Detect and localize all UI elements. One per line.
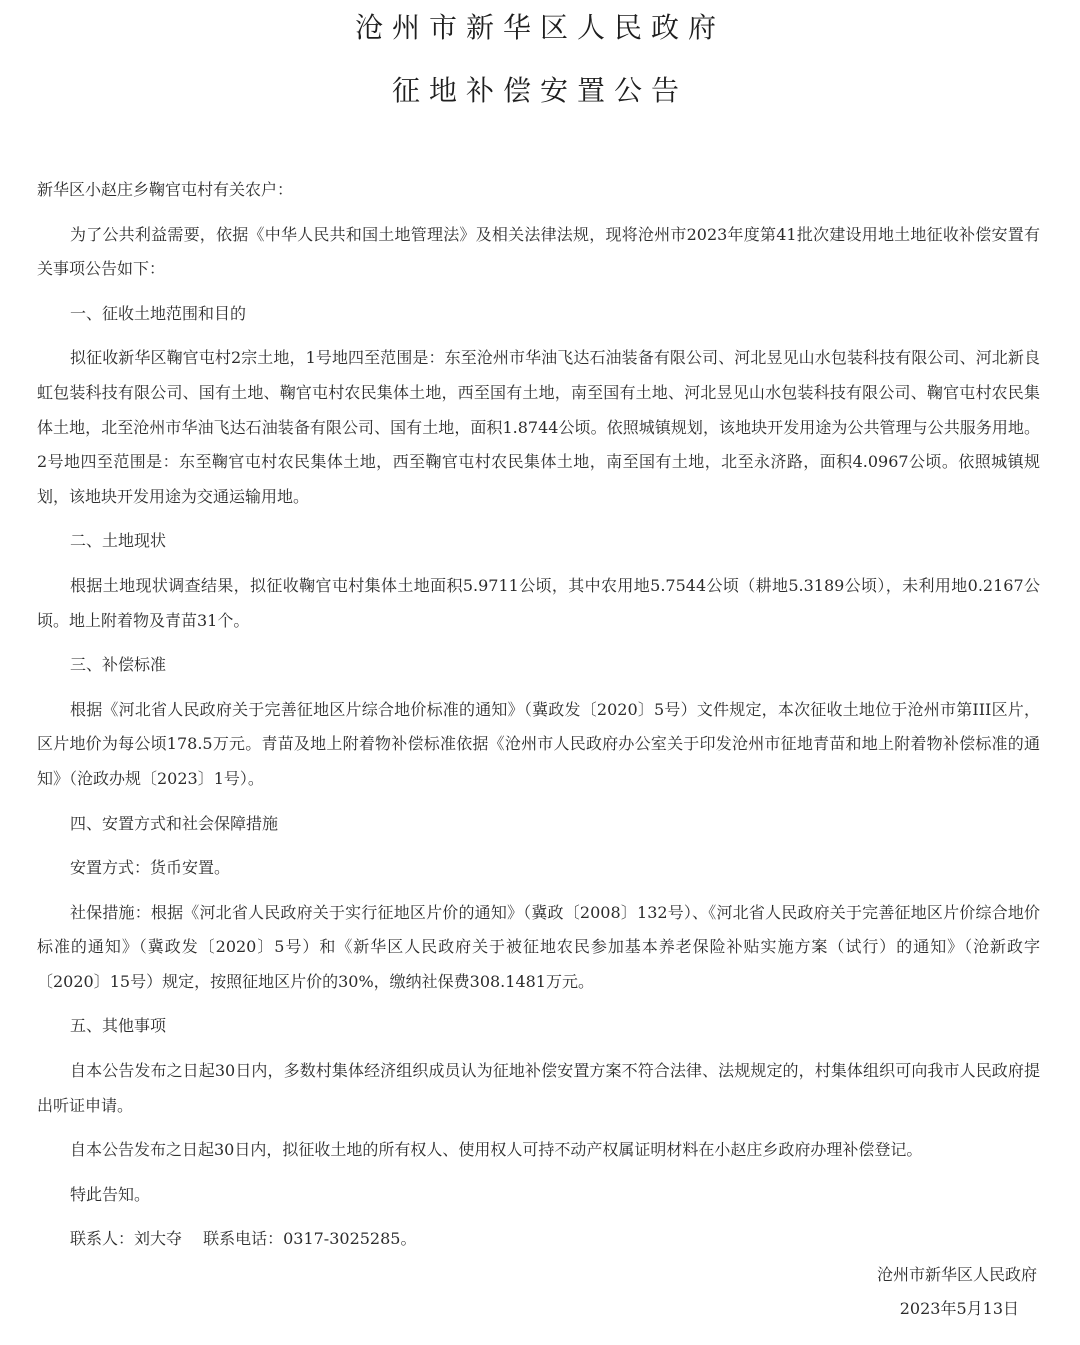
section-5-heading: 五、其他事项 [70,1016,167,1036]
section-2-body: 根据土地现状调查结果，拟征收鞠官屯村集体土地面积5.9711公顷，其中农用地5.7544公顷（耕地5.3189公顷），未利用地0.2167公顷。地上附着物及青苗31个。 [37,575,1040,630]
section-5-body-1: 自本公告发布之日起30日内，多数村集体经济组织成员认为征地补偿安置方案不符合法律、法规规定的，村集体组织可向我市人民政府提出听证申请。 [37,1061,1040,1115]
notice-title: 征地补偿安置公告 [391,74,688,107]
section-4-heading: 四、安置方式和社会保障措施 [70,813,279,833]
issuer-heading: 沧州市新华区人民政府 [354,11,725,44]
section-1-heading: 一、征收土地范围和目的 [70,303,247,323]
signature-organization: 沧州市新华区人民政府 [876,1265,1037,1284]
section-3-heading: 三、补偿标准 [70,655,167,675]
section-2-heading: 二、土地现状 [70,531,167,551]
signature-date: 2023年5月13日 [899,1299,1019,1318]
section-5-body-2: 自本公告发布之日起30日内，拟征收土地的所有权人、使用权人可持不动产权属证明材料在小赵庄乡政府办理补偿登记。 [70,1140,923,1160]
intro-paragraph: 为了公共利益需要，依据《中华人民共和国土地管理法》及相关法律法规，现将沧州市2023年度第41批次建设用地土地征收补偿安置有关事项公告如下： [37,224,1040,279]
contact-line: 联系人：刘大夺 联系电话：0317-3025285。 [70,1229,417,1249]
section-4-social-security: 社保措施：根据《河北省人民政府关于实行征地区片价的通知》（冀政〔2008〕132号）、《河北省人民政府关于完善征地区片价综合地价标准的通知》（冀政发〔2020〕5号）和《新华区人民政府关于被征地农民参加基本养老保险补贴实施方案（试行）的通知》（沧新政字〔2020〕15号）规定，按照征地区片价的30%，缴纳社保费308.1481万元。 [37,902,1040,991]
notice-body [37,173,1040,1267]
section-4-method: 安置方式：货币安置。 [70,858,231,878]
section-3-body: 根据《河北省人民政府关于完善征地区片综合地价标准的通知》（冀政发〔2020〕5号）文件规定，本次征收土地位于沧州市第III区片，区片地价为每公顷178.5万元。青苗及地上附着物补偿标准依据《沧州市人民政府办公室关于印发沧州市征地青苗和地上附着物补偿标准的通知》（沧政办规〔2023〕1号）。 [37,699,1040,788]
salutation: 新华区小赵庄乡鞠官屯村有关农户： [37,180,294,199]
section-1-body: 拟征收新华区鞠官屯村2宗土地，1号地四至范围是：东至沧州市华油飞达石油装备有限公司、河北昱见山水包装科技有限公司、河北新良虹包装科技有限公司、国有土地、鞠官屯村农民集体土地，西至国有土地，南至国有土地、河北昱见山水包装科技有限公司、鞠官屯村农民集体土地，北至沧州市华油飞达石油装备有限公司、国有土地，面积1.8744公顷。依照城镇规划，该地块开发用途为公共管理与公共服务用地。2号地四至范围是：东至鞠官屯村农民集体土地，西至鞠官屯村农民集体土地，南至国有土地，北至永济路，面积4.0967公顷。依照城镇规划，该地块开发用途为交通运输用地。 [37,348,1040,506]
closing-line: 特此告知。 [70,1184,151,1204]
